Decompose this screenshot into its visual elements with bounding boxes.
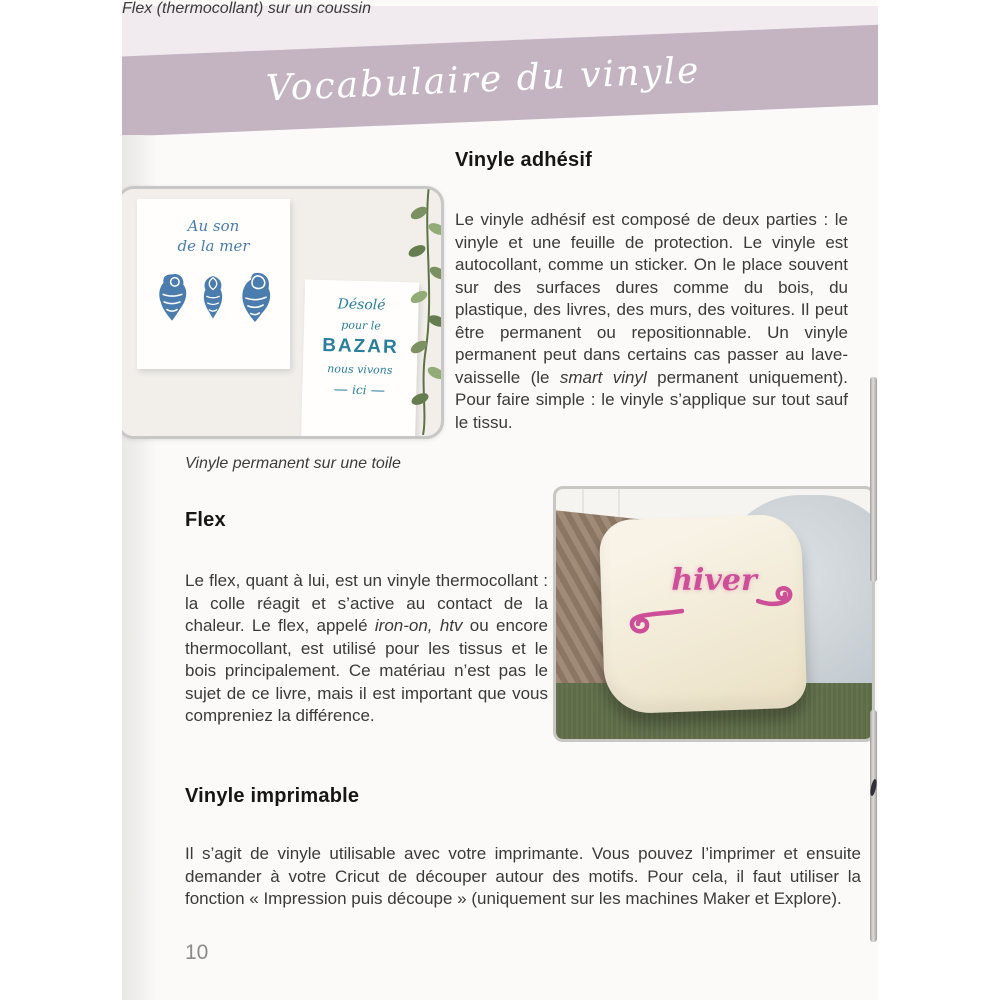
paragraph-text: Le vinyle adhésif est composé de deux parties : le vinyle et une feuille de protection. Le vinyle est autocollant, comme un sticker. On le place souvent sur des surfaces dures comme du bois, du plastique, des livres, des murs, des voitures. Il peut être permanent ou repositionnable. Un vinyle permanent peut dans certains cas passer au lave-vaisselle (le xyxy=(455,210,848,387)
swash-flourish-icon xyxy=(372,390,385,391)
swash-flourish-icon xyxy=(756,585,796,611)
paragraph-text: permanent uniquement). Pour faire simple : le vinyle s’applique sur tout sauf le tissu. xyxy=(455,367,848,432)
page-edge-bar xyxy=(870,377,877,582)
photo-flex-coussin xyxy=(553,486,875,742)
canvas-text-line: nous vivons xyxy=(327,362,393,377)
paragraph-flex xyxy=(185,570,548,728)
paragraph-text: Il s’agit de vinyle utilisable avec votre imprimante. Vous pouvez l’imprimer et ensuite demander à votre Cricut de découper autour des motifs. Pour cela, il faut utiliser la fonction « Impression puis découpe » (uniquement sur les machines Maker et Explore). xyxy=(185,844,861,908)
shell-icon xyxy=(198,271,228,323)
heading-vinyle-adhesif: Vinyle adhésif xyxy=(455,149,592,171)
paragraph-text: Le flex, quant à lui, est un vinyle thermocollant : la colle réagit et s’active au contact de la chaleur. Le flex, appelé xyxy=(185,571,548,635)
shell-icon xyxy=(155,271,189,323)
swash-flourish-icon xyxy=(626,607,684,637)
italic-term-iron-on-htv: iron-on, htv xyxy=(374,616,463,635)
canvas-text-line: Au son xyxy=(187,217,240,235)
page-edge-bar xyxy=(870,710,877,942)
canvas-text-line: pour le xyxy=(341,318,381,333)
book-page xyxy=(122,0,878,1000)
chapter-title: Vocabulaire du vinyle xyxy=(265,49,702,109)
canvas-text-line: de la mer xyxy=(177,237,250,255)
heading-flex: Flex xyxy=(185,509,226,531)
italic-term-smart-vinyl: smart vinyl xyxy=(559,367,647,387)
paragraph-vinyle-imprimable xyxy=(185,843,861,911)
shell-row xyxy=(137,271,290,323)
canvas-text-line: Désolé xyxy=(337,296,386,314)
paragraph-vinyle-adhesif xyxy=(455,209,848,434)
hiver-flex-text: hiver xyxy=(671,563,757,598)
caption-toile: Vinyle permanent sur une toile xyxy=(185,455,401,472)
canvas-text-line: ici xyxy=(302,382,416,399)
paragraph-text: ou encore thermocollant, est utilisé pour les tissus et le bois principalement. Ce matériau n’est pas le sujet de ce livre, mais il est important que vous compreniez la différence. xyxy=(185,616,548,725)
caption-coussin: Flex (thermocollant) sur un coussin xyxy=(122,0,371,17)
heading-vinyle-imprimable: Vinyle imprimable xyxy=(185,785,360,807)
canvas-text-line: BAZAR xyxy=(321,335,399,359)
canvas-au-son-de-la-mer xyxy=(137,199,290,369)
shell-icon xyxy=(237,271,273,323)
page-number: 10 xyxy=(185,941,209,964)
vine-leaves-icon xyxy=(399,186,444,435)
photo-vinyle-adhesif-toile xyxy=(122,186,444,439)
swash-flourish-icon xyxy=(334,389,347,390)
